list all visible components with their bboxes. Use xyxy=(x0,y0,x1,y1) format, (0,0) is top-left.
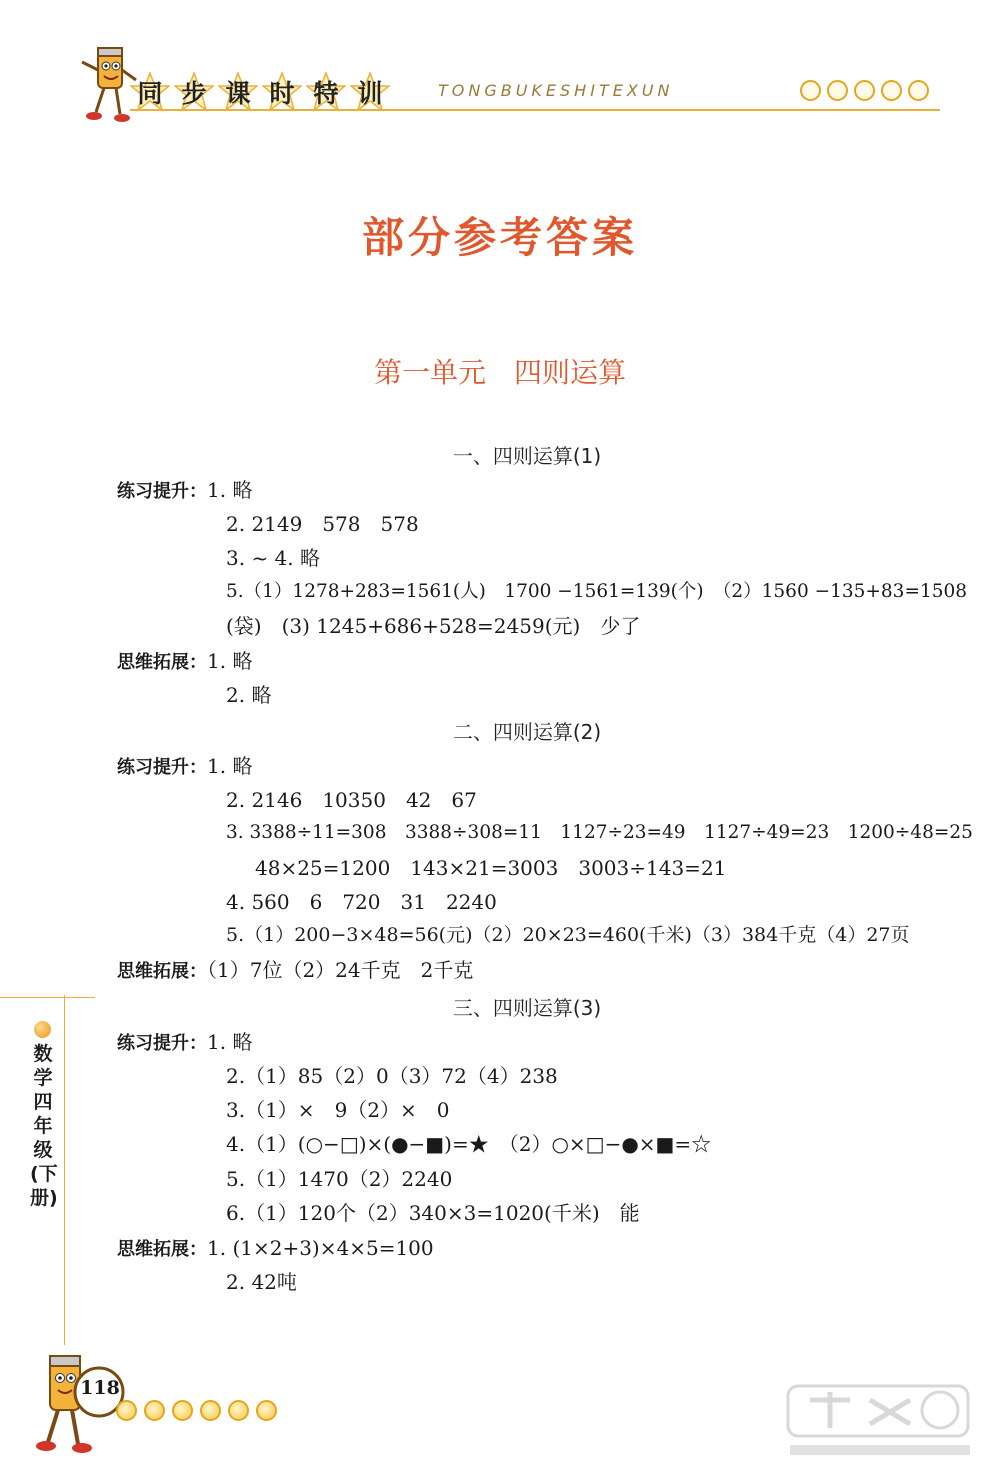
header-title xyxy=(130,72,390,112)
line-text: 5.（1）1278+283=1561(人) 1700 −1561=139(个) （2）1560 −135+83=1508 xyxy=(226,581,968,602)
answer-line xyxy=(226,889,497,915)
answer-line xyxy=(226,579,967,605)
section-title: 三、四则运算(3) xyxy=(452,996,602,1020)
circle-icon xyxy=(228,1400,249,1421)
header-char: 时 xyxy=(262,72,302,112)
line-text: 2. 略 xyxy=(226,683,272,707)
line-text: 3. ~ 4. 略 xyxy=(226,546,320,570)
circle-icon xyxy=(116,1400,137,1421)
circle-icon xyxy=(200,1400,221,1421)
line-text: 1. (1×2+3)×4×5=100 xyxy=(207,1236,434,1260)
side-divider xyxy=(64,995,65,1345)
answer-line xyxy=(226,613,640,639)
header-char: 课 xyxy=(218,72,258,112)
line-text: 2. 2149 578 578 xyxy=(226,512,419,536)
answer-line xyxy=(117,477,252,505)
header-divider xyxy=(130,109,940,111)
footer-dots xyxy=(116,1400,277,1421)
circle-icon xyxy=(256,1400,277,1421)
line-text: 2.（1）85（2）0（3）72（4）238 xyxy=(226,1064,558,1088)
line-text: 1. 略 xyxy=(207,478,253,502)
answer-line xyxy=(226,1200,640,1226)
answer-line xyxy=(226,1063,558,1089)
watermark-logo-icon xyxy=(780,1380,980,1470)
answer-line xyxy=(226,1269,297,1295)
answer-line xyxy=(226,545,320,571)
line-label: 思维拓展： xyxy=(117,652,207,673)
answer-line xyxy=(117,753,252,781)
answer-line xyxy=(226,820,973,846)
answer-line xyxy=(226,922,910,948)
section-title: 二、四则运算(2) xyxy=(452,720,602,744)
header-pinyin: TONGBUKESHITEXUN xyxy=(438,81,674,100)
line-text: 1. 略 xyxy=(207,649,253,673)
answer-line xyxy=(226,1166,452,1192)
circle-icon xyxy=(172,1400,193,1421)
answer-line xyxy=(117,1235,434,1263)
page-number: 118 xyxy=(80,1377,120,1399)
answer-line xyxy=(255,855,726,881)
page-header xyxy=(0,0,1000,140)
header-circles xyxy=(800,80,929,101)
line-text: 3. 3388÷11=308 3388÷308=11 1127÷23=49 1127÷49=23 1200÷48=25 xyxy=(226,822,973,843)
line-text: 4.（1）(○−□)×(●−■)=★ （2）○×□−●×■=☆ xyxy=(226,1132,712,1156)
circle-icon xyxy=(908,80,929,101)
pencil-mascot-icon xyxy=(32,1350,127,1460)
answer-line xyxy=(226,682,271,708)
circle-icon xyxy=(881,80,902,101)
page-title: 部分参考答案 xyxy=(361,213,638,262)
line-text: 5.（1）200−3×48=56(元)（2）20×23=460(千米)（3）384千克（4）27页 xyxy=(226,924,910,946)
circle-icon xyxy=(854,80,875,101)
header-char: 同 xyxy=(130,72,170,112)
line-text: （1）7位（2）24千克 2千克 xyxy=(207,958,474,982)
header-char: 步 xyxy=(174,72,214,112)
answer-line xyxy=(117,957,473,985)
answer-line xyxy=(117,1029,252,1057)
header-char: 训 xyxy=(350,72,390,112)
line-text: (袋) (3) 1245+686+528=2459(元) 少了 xyxy=(226,614,641,638)
header-char: 特 xyxy=(306,72,346,112)
line-label: 思维拓展： xyxy=(117,961,207,982)
line-text: 3.（1）× 9（2）× 0 xyxy=(226,1098,450,1122)
answer-line xyxy=(226,1131,711,1157)
circle-icon xyxy=(827,80,848,101)
side-dot-icon xyxy=(34,1021,51,1038)
circle-icon xyxy=(800,80,821,101)
answer-line xyxy=(117,648,252,676)
line-text: 6.（1）120个（2）340×3=1020(千米) 能 xyxy=(226,1201,640,1225)
line-text: 1. 略 xyxy=(207,754,253,778)
answer-line xyxy=(226,1097,450,1123)
side-label: 数学 四年级(下册) xyxy=(30,1043,58,1209)
line-text: 2. 42吨 xyxy=(226,1270,297,1294)
line-text: 48×25=1200 143×21=3003 3003÷143=21 xyxy=(255,856,727,880)
answer-line xyxy=(226,787,477,813)
circle-icon xyxy=(144,1400,165,1421)
unit-title: 第一单元 四则运算 xyxy=(373,356,626,389)
section-title: 一、四则运算(1) xyxy=(452,444,602,468)
line-text: 4. 560 6 720 31 2240 xyxy=(226,890,497,914)
side-divider xyxy=(0,997,95,998)
line-text: 5.（1）1470（2）2240 xyxy=(226,1167,453,1191)
line-text: 1. 略 xyxy=(207,1030,253,1054)
line-label: 思维拓展： xyxy=(117,1239,207,1260)
line-label: 练习提升： xyxy=(117,1033,207,1054)
line-label: 练习提升： xyxy=(117,481,207,502)
line-text: 2. 2146 10350 42 67 xyxy=(226,788,477,812)
answer-line xyxy=(226,511,419,537)
line-label: 练习提升： xyxy=(117,757,207,778)
